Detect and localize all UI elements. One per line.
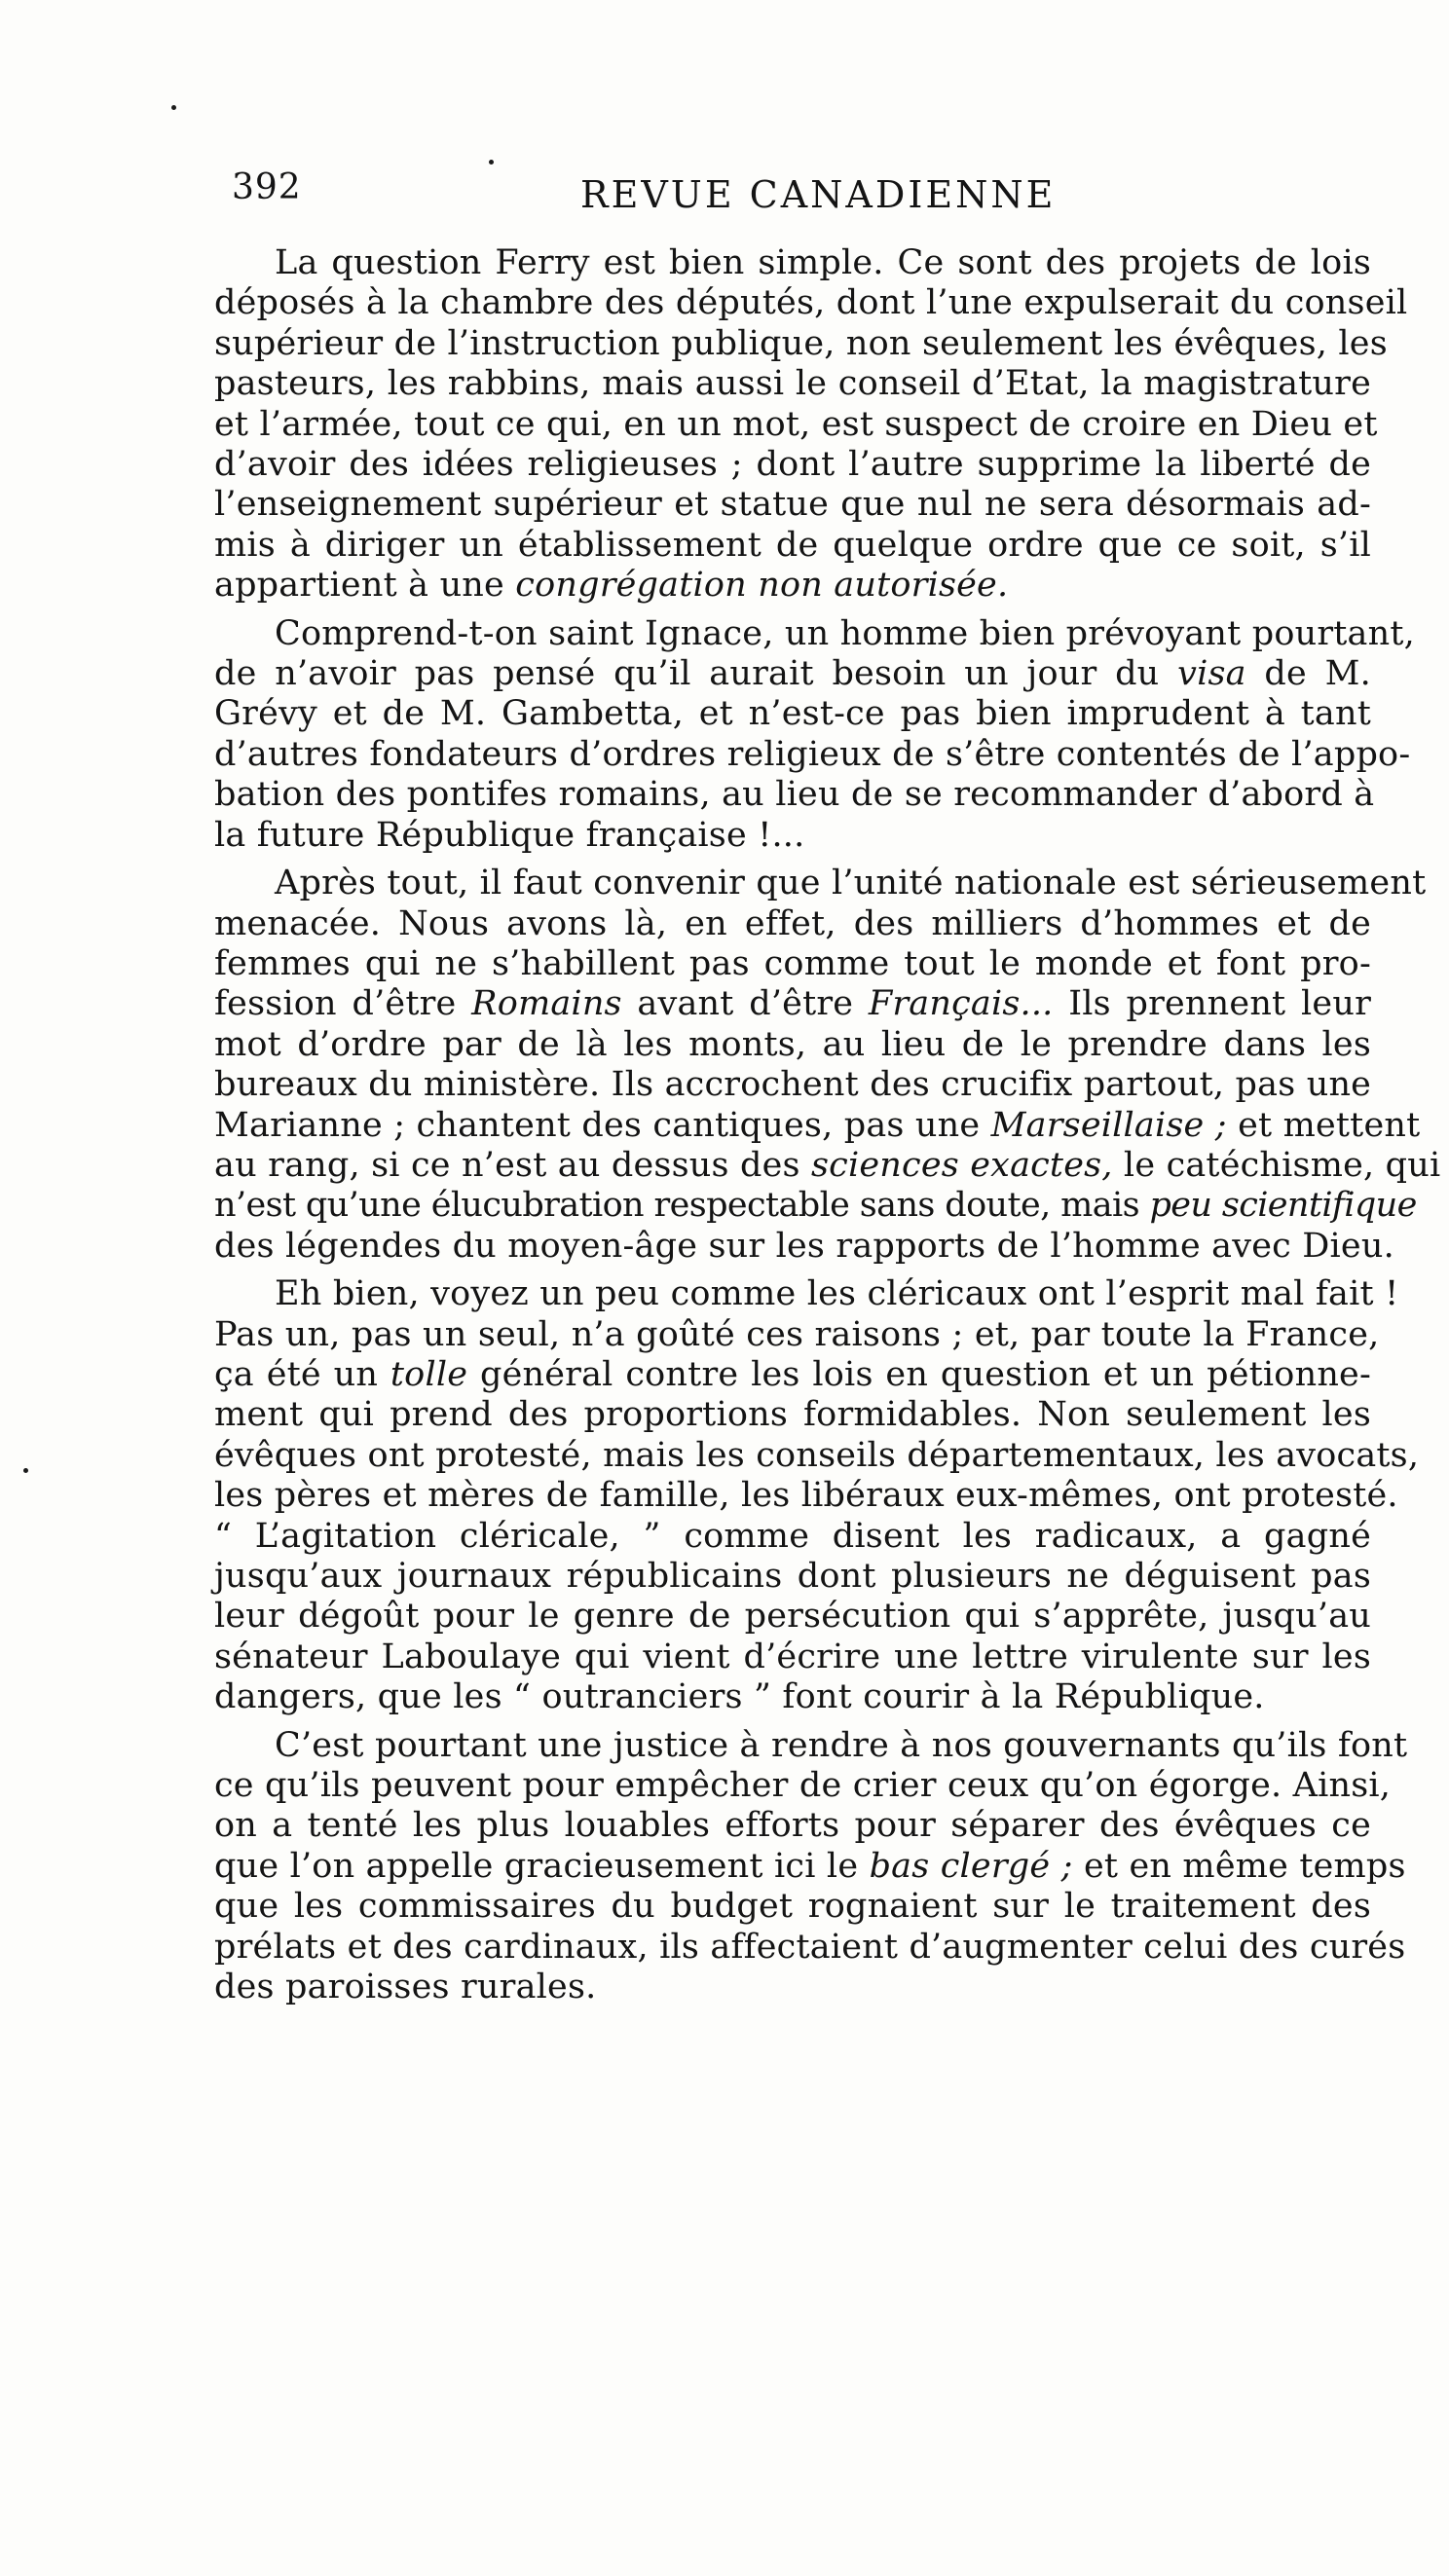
- text-line: La question Ferry est bien simple. Ce sont des projets de lois: [275, 243, 1371, 282]
- text-run: ce qu’ils peuvent pour empêcher de crier ceux qu’on égorge. Ainsi,: [214, 1766, 1392, 1806]
- text-run: évêques ont protesté, mais les conseils départementaux, les avocats,: [214, 1435, 1420, 1475]
- text-line: [214, 1314, 1380, 1355]
- text-line: déposés à la chambre des députés, dont l’une expulserait du conseil: [214, 283, 1408, 323]
- text-run: les pères et mères de famille, les libéraux eux-mêmes, ont protesté.: [214, 1476, 1398, 1516]
- text-run: mot d’ordre par de là les monts, au lieu de le prendre dans les: [214, 1024, 1371, 1064]
- text-run: que les commissaires du budget rognaient sur le traitement des: [214, 1887, 1371, 1927]
- text-line: [214, 1105, 1421, 1146]
- text-run: des paroisses rurales.: [214, 1968, 597, 2007]
- text-line: l’enseignement supérieur et statue que nul ne sera désormais ad-: [214, 485, 1371, 525]
- text-line: supérieur de l’instruction publique, non seulement les évêques, les: [214, 323, 1388, 363]
- text-line: [214, 904, 1371, 944]
- text-run: Grévy et de M. Gambetta, et n’est-ce pas bien imprudent à tant: [214, 694, 1371, 734]
- italic-run: sciences exactes,: [811, 1145, 1113, 1185]
- text-line: [214, 1725, 1408, 1766]
- text-run: on a tenté les plus louables efforts pour séparer des évêques ce: [214, 1806, 1371, 1846]
- italic-run: Romains: [471, 984, 622, 1024]
- text-run: d’autres fondateurs d’ordres religieux de s’être contentés de l’appo-: [214, 734, 1411, 774]
- text-run: Pas un, pas un seul, n’a goûté ces raisons ; et, par toute la France,: [214, 1314, 1380, 1354]
- text-run: Ils prennent leur: [1053, 984, 1371, 1024]
- text-line: mis à diriger un établissement de quelque ordre que ce soit, s’il: [214, 525, 1371, 565]
- text-run: le catéchisme, qui: [1112, 1145, 1441, 1185]
- text-run: sénateur Laboulaye qui vient d’écrire une lettre virulente sur les: [214, 1637, 1371, 1676]
- text-line: [214, 816, 1371, 856]
- text-line: [214, 944, 1371, 984]
- text-line: [214, 1355, 1371, 1395]
- text-line: [214, 1638, 1371, 1677]
- text-run: Eh bien, voyez un peu comme les cléricaux ont l’esprit mal fait !: [275, 1274, 1399, 1314]
- text-line: [214, 864, 1427, 903]
- text-run: femmes qui ne s’habillent pas comme tout le monde et font pro-: [214, 943, 1371, 983]
- italic-run: peu scientifique: [1149, 1186, 1417, 1226]
- text-run: ment qui prend des proportions formidables. Non seulement les: [214, 1395, 1371, 1435]
- text-run: Après tout, il faut convenir que l’unité nationale est sérieusement: [275, 864, 1427, 903]
- text-line: [214, 1806, 1371, 1846]
- paragraph: [214, 1274, 1420, 1717]
- text-line: [214, 1846, 1406, 1887]
- italic-run: congrégation non autorisée.: [515, 566, 1009, 606]
- text-run: n’est qu’une élucubration respectable sans doute, mais: [214, 1186, 1150, 1226]
- text-line: [214, 1887, 1371, 1927]
- text-line: [214, 1517, 1371, 1557]
- running-title: REVUE CANADIENNE: [580, 173, 1057, 216]
- text-run: bureaux du ministère. Ils accrochent des crucifix partout, pas une: [214, 1065, 1372, 1105]
- text-run: avant d’être: [621, 984, 869, 1024]
- italic-run: visa: [1177, 654, 1246, 694]
- paragraph: [214, 1725, 1408, 2008]
- text-run: Marianne ; chantent des cantiques, pas une: [214, 1105, 991, 1145]
- text-line: [214, 1476, 1398, 1516]
- italic-run: tolle: [390, 1354, 468, 1394]
- text-line: [214, 1677, 1371, 1717]
- paragraph: [214, 243, 1408, 607]
- text-line: [214, 1145, 1441, 1186]
- text-line: [214, 1435, 1420, 1476]
- text-run: jusqu’aux journaux républicains dont plusieurs ne déguisent pas: [214, 1557, 1371, 1596]
- text-run: au rang, si ce n’est au dessus des: [214, 1145, 811, 1185]
- text-run: “ L’agitation cléricale, ” comme disent les radicaux, a gagné: [214, 1516, 1371, 1556]
- text-run: appartient à une: [214, 566, 516, 606]
- text-run: que l’on appelle gracieusement ici le: [214, 1846, 870, 1886]
- text-run: menacée. Nous avons là, en effet, des milliers d’hommes et de: [214, 903, 1371, 943]
- text-line: [214, 1274, 1399, 1314]
- text-run: et en même temps: [1072, 1846, 1406, 1886]
- paragraph: [214, 864, 1441, 1267]
- body-text: [214, 243, 1441, 2007]
- text-line: d’avoir des idées religieuses ; dont l’autre supprime la liberté de: [214, 445, 1371, 485]
- text-run: ça été un: [214, 1354, 390, 1394]
- italic-run: Français...: [868, 984, 1054, 1024]
- text-run: fession d’être: [214, 984, 472, 1024]
- stray-ink-dot: [171, 105, 176, 110]
- page-number: 392: [232, 167, 302, 207]
- text-run: la future République française !...: [214, 815, 805, 855]
- stray-ink-dot: [489, 160, 494, 165]
- text-run: de M.: [1245, 654, 1371, 694]
- text-run: dangers, que les “ outranciers ” font courir à la République.: [214, 1677, 1265, 1717]
- text-line: [214, 1927, 1406, 1968]
- text-line: [214, 1065, 1371, 1105]
- text-line: [214, 1968, 1371, 2007]
- text-line: [214, 1186, 1417, 1226]
- text-line: [214, 734, 1411, 775]
- stray-ink-dot: [23, 1468, 28, 1473]
- text-line: [214, 1557, 1371, 1597]
- text-line: pasteurs, les rabbins, mais aussi le conseil d’Etat, la magistrature: [214, 364, 1371, 404]
- text-run: bation des pontifes romains, au lieu de se recommander d’abord à: [214, 775, 1375, 815]
- text-line: [214, 1025, 1371, 1065]
- italic-run: bas clergé ;: [869, 1846, 1073, 1886]
- italic-run: Marseillaise ;: [990, 1105, 1227, 1145]
- text-run: leur dégoût pour le genre de persécution qui s’apprête, jusqu’au: [214, 1597, 1371, 1637]
- text-line: [214, 1597, 1371, 1637]
- text-run: prélats et des cardinaux, ils affectaient d’augmenter celui des curés: [214, 1927, 1406, 1967]
- text-run: C’est pourtant une justice à rendre à nos gouvernants qu’ils font: [275, 1725, 1408, 1765]
- text-line: et l’armée, tout ce qui, en un mot, est suspect de croire en Dieu et: [214, 404, 1378, 444]
- page-header: [232, 167, 1371, 226]
- text-line: [214, 566, 1371, 606]
- text-line: [214, 694, 1371, 734]
- text-line: [214, 1766, 1392, 1806]
- text-run: général contre les lois en question et un pétionne-: [467, 1354, 1371, 1394]
- text-run: de n’avoir pas pensé qu’il aurait besoin un jour du: [214, 654, 1178, 694]
- text-line: [214, 1395, 1371, 1435]
- text-line: [214, 613, 1415, 654]
- text-line: [214, 775, 1375, 815]
- text-run: des légendes du moyen-âge sur les rapports de l’homme avec Dieu.: [214, 1226, 1394, 1266]
- text-run: et mettent: [1226, 1105, 1421, 1145]
- paragraph: [214, 613, 1415, 856]
- text-line: [214, 654, 1371, 694]
- text-line: [214, 1226, 1394, 1267]
- text-run: Comprend-t-on saint Ignace, un homme bien prévoyant pourtant,: [275, 613, 1415, 653]
- text-line: [214, 984, 1371, 1024]
